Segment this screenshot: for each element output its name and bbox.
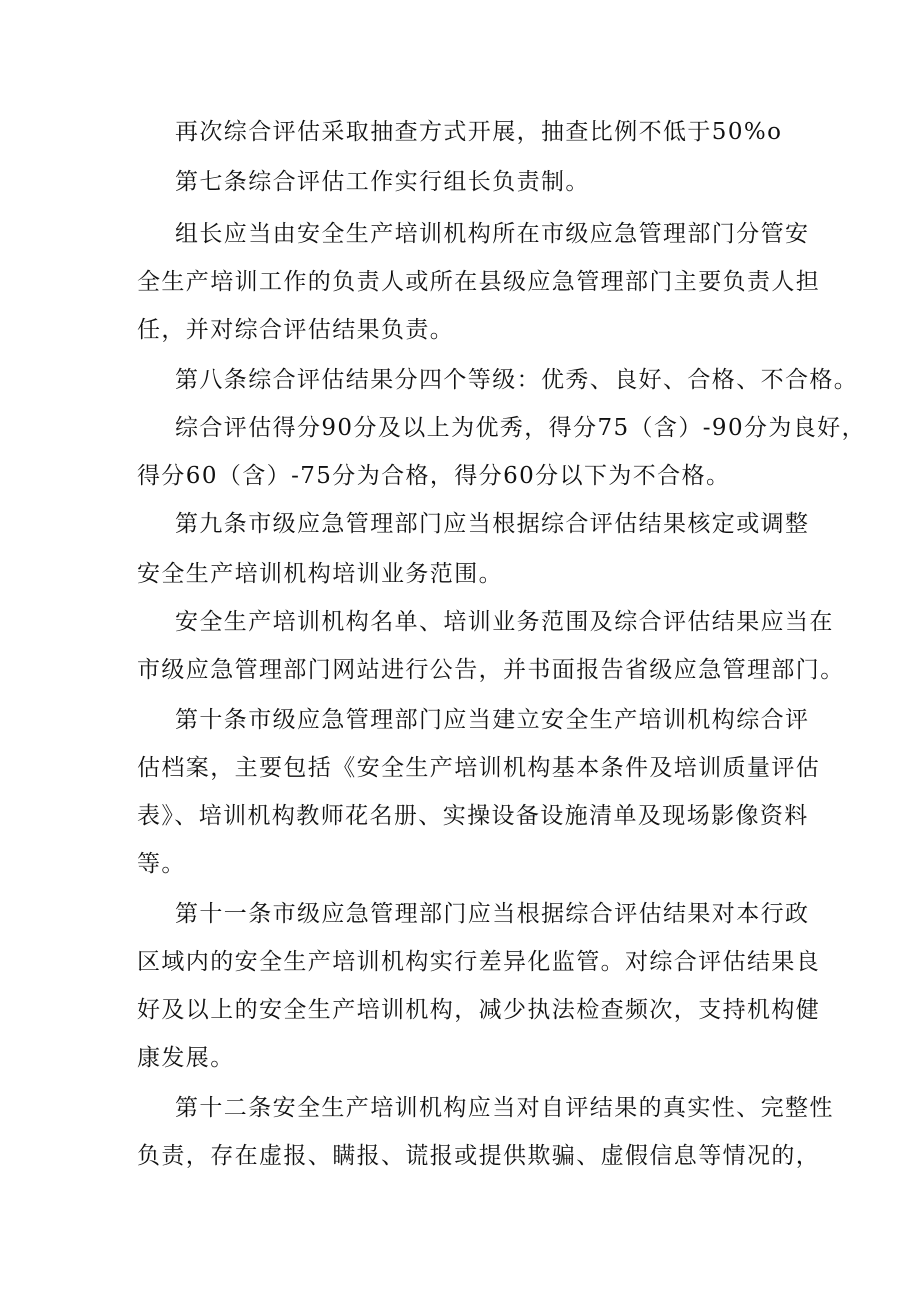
text-line: 安全生产培训机构名单、培训业务范围及综合评估结果应当在 bbox=[175, 609, 834, 635]
text-line: 第十一条市级应急管理部门应当根据综合评估结果对本行政 bbox=[175, 901, 810, 927]
text-line: 估档案，主要包括《安全生产培训机构基本条件及培训质量评估 bbox=[137, 755, 821, 781]
text-line: 负责，存在虚报、瞒报、谎报或提供欺骗、虚假信息等情况的， bbox=[137, 1143, 821, 1169]
text-line: 组长应当由安全生产培训机构所在市级应急管理部门分管安 bbox=[175, 221, 810, 247]
text-line: 再次综合评估采取抽查方式开展，抽查比例不低于50%o bbox=[175, 119, 783, 145]
text-line: 市级应急管理部门网站进行公告，并书面报告省级应急管理部门。 bbox=[137, 657, 845, 683]
text-line: 第十二条安全生产培训机构应当对自评结果的真实性、完整性 bbox=[175, 1095, 834, 1121]
text-line: 好及以上的安全生产培训机构，减少执法检查频次，支持机构健 bbox=[137, 997, 821, 1023]
text-line: 综合评估得分90分及以上为优秀，得分75（含）-90分为良好， bbox=[175, 415, 866, 441]
text-line: 第十条市级应急管理部门应当建立安全生产培训机构综合评 bbox=[175, 707, 810, 733]
text-line: 第八条综合评估结果分四个等级：优秀、良好、合格、不合格。 bbox=[175, 367, 859, 393]
text-line: 等。 bbox=[137, 851, 186, 877]
text-line: 全生产培训工作的负责人或所在县级应急管理部门主要负责人担 bbox=[137, 269, 821, 295]
text-line: 区域内的安全生产培训机构实行差异化监管。对综合评估结果良 bbox=[137, 949, 821, 975]
text-line: 表》、培训机构教师花名册、实操设备设施清单及现场影像资料 bbox=[137, 803, 809, 829]
text-line: 第七条综合评估工作实行组长负责制。 bbox=[175, 169, 590, 195]
text-line: 得分60（含）-75分为合格，得分60分以下为不合格。 bbox=[137, 463, 731, 489]
text-line: 安全生产培训机构培训业务范围。 bbox=[137, 561, 503, 587]
text-line: 康发展。 bbox=[137, 1045, 235, 1071]
text-line: 任，并对综合评估结果负责。 bbox=[137, 317, 455, 343]
text-line: 第九条市级应急管理部门应当根据综合评估结果核定或调整 bbox=[175, 511, 810, 537]
